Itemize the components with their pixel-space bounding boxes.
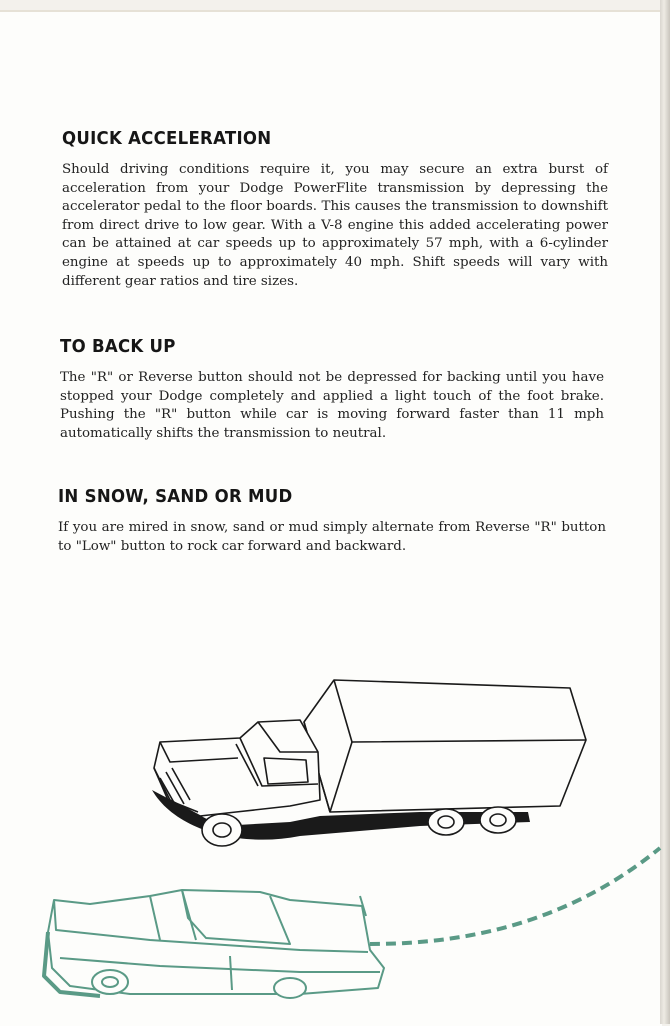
section-body: Should driving conditions require it, you may secure an extra burst of acceleration from your Dodge PowerFlite transmission by depressing the accelerator pedal to the floor boards. This causes the transmission to downshift from direct drive to low gear. With a V-8 engine this added accelerating power can be attained at car speeds up to approximately 57 mph, with a 6-cylinder engine at speeds up to approximately 40 mph. Shift speeds will vary with different gear ratios and tire sizes.	[62, 162, 608, 289]
section-body: If you are mired in snow, sand or mud simply alternate from Reverse "R" button to "Low" button to rock car forward and backward.	[58, 520, 606, 554]
section-body: The "R" or Reverse button should not be depressed for backing until you have stopped your Dodge completely and applied a light touch of the foot brake. Pushing the "R" button while car is moving forward faster than 11 mph automatically shifts the transmission to neutral.	[60, 370, 604, 441]
truck-illustration	[152, 680, 586, 846]
section-heading: IN SNOW, SAND OR MUD	[58, 486, 293, 507]
car-illustration	[44, 848, 660, 998]
section-heading: TO BACK UP	[60, 336, 176, 357]
section-heading: QUICK ACCELERATION	[62, 128, 272, 149]
